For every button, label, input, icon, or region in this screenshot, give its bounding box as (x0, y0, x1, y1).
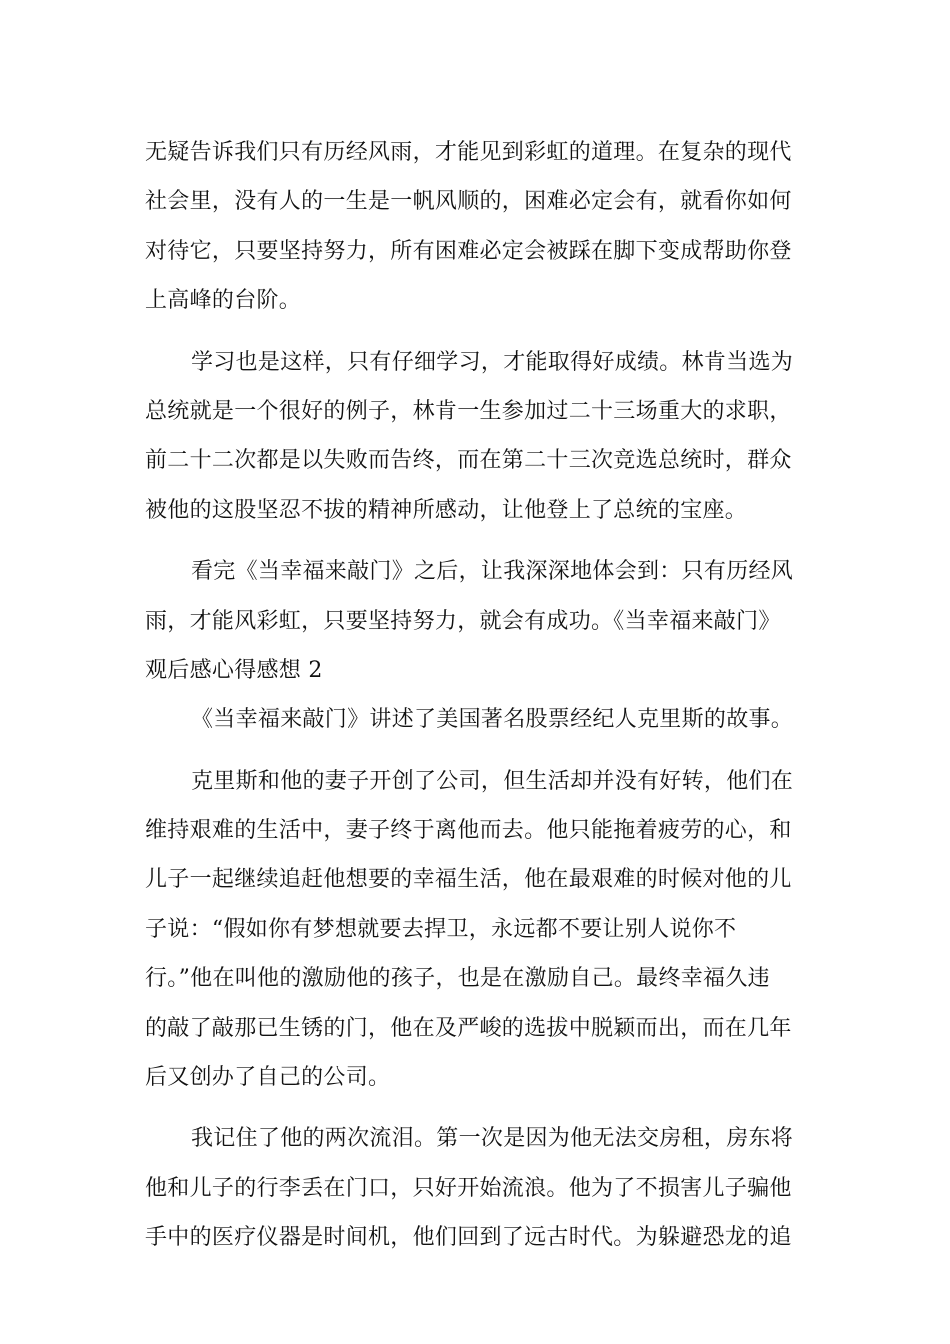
text-line: 手中的医疗仪器是时间机，他们回到了远古时代。为躲避恐龙的追 (145, 1225, 792, 1251)
text-line: 总统就是一个很好的例子，林肯一生参加过二十三场重大的求职， (145, 398, 792, 424)
text-line: 前二十二次都是以失败而告终，而在第二十三次竞选总统时，群众 (145, 448, 792, 474)
paragraph (145, 128, 810, 326)
text-line: 后又创办了自己的公司。 (145, 1065, 391, 1091)
text-line: 被他的这股坚忍不拔的精神所感动，让他登上了总统的宝座。 (145, 497, 748, 523)
document-page (145, 128, 810, 1263)
paragraph (145, 547, 810, 695)
paragraph (145, 338, 810, 536)
text-line: 观后感心得感想 2 (145, 657, 323, 683)
text-line: 看完《当幸福来敲门》之后，让我深深地体会到：只有历经风 (191, 559, 794, 585)
paragraph (145, 695, 810, 744)
paragraph-gap (145, 1102, 810, 1114)
text-line: 儿子一起继续追赶他想要的幸福生活，他在最艰难的时候对他的儿 (145, 867, 792, 893)
paragraph-gap (145, 326, 810, 338)
text-line: 我记住了他的两次流泪。第一次是因为他无法交房租，房东将 (191, 1126, 794, 1152)
text-line: 克里斯和他的妻子开创了公司，但生活却并没有好转，他们在 (191, 768, 794, 794)
text-line: 《当幸福来敲门》讲述了美国著名股票经纪人克里斯的故事。 (191, 707, 794, 733)
text-line: 他和儿子的行李丢在门口，只好开始流浪。他为了不损害儿子骗他 (145, 1175, 792, 1201)
text-line: 社会里，没有人的一生是一帆风顺的，困难必定会有，就看你如何 (145, 189, 792, 215)
paragraph (145, 1114, 810, 1262)
text-line: 学习也是这样，只有仔细学习，才能取得好成绩。林肯当选为 (191, 349, 794, 375)
paragraph-gap (145, 745, 810, 757)
text-line: 行。”他在叫他的激励他的孩子，也是在激励自己。最终幸福久违 (145, 966, 770, 992)
text-line: 对待它，只要坚持努力，所有困难必定会被踩在脚下变成帮助你登 (145, 238, 792, 264)
text-line: 的敲了敲那已生锈的门，他在及严峻的选拔中脱颖而出，而在几年 (145, 1015, 792, 1041)
paragraph-gap (145, 535, 810, 547)
text-line: 维持艰难的生活中，妻子终于离他而去。他只能拖着疲劳的心，和 (145, 818, 792, 844)
text-line: 子说：“假如你有梦想就要去捍卫，永远都不要让别人说你不 (145, 916, 737, 942)
paragraph (145, 757, 810, 1103)
text-line: 无疑告诉我们只有历经风雨，才能见到彩虹的道理。在复杂的现代 (145, 140, 792, 165)
text-line: 上高峰的台阶。 (145, 288, 302, 314)
text-line: 雨，才能风彩虹，只要坚持努力，就会有成功。《当幸福来敲门》 (145, 608, 781, 634)
